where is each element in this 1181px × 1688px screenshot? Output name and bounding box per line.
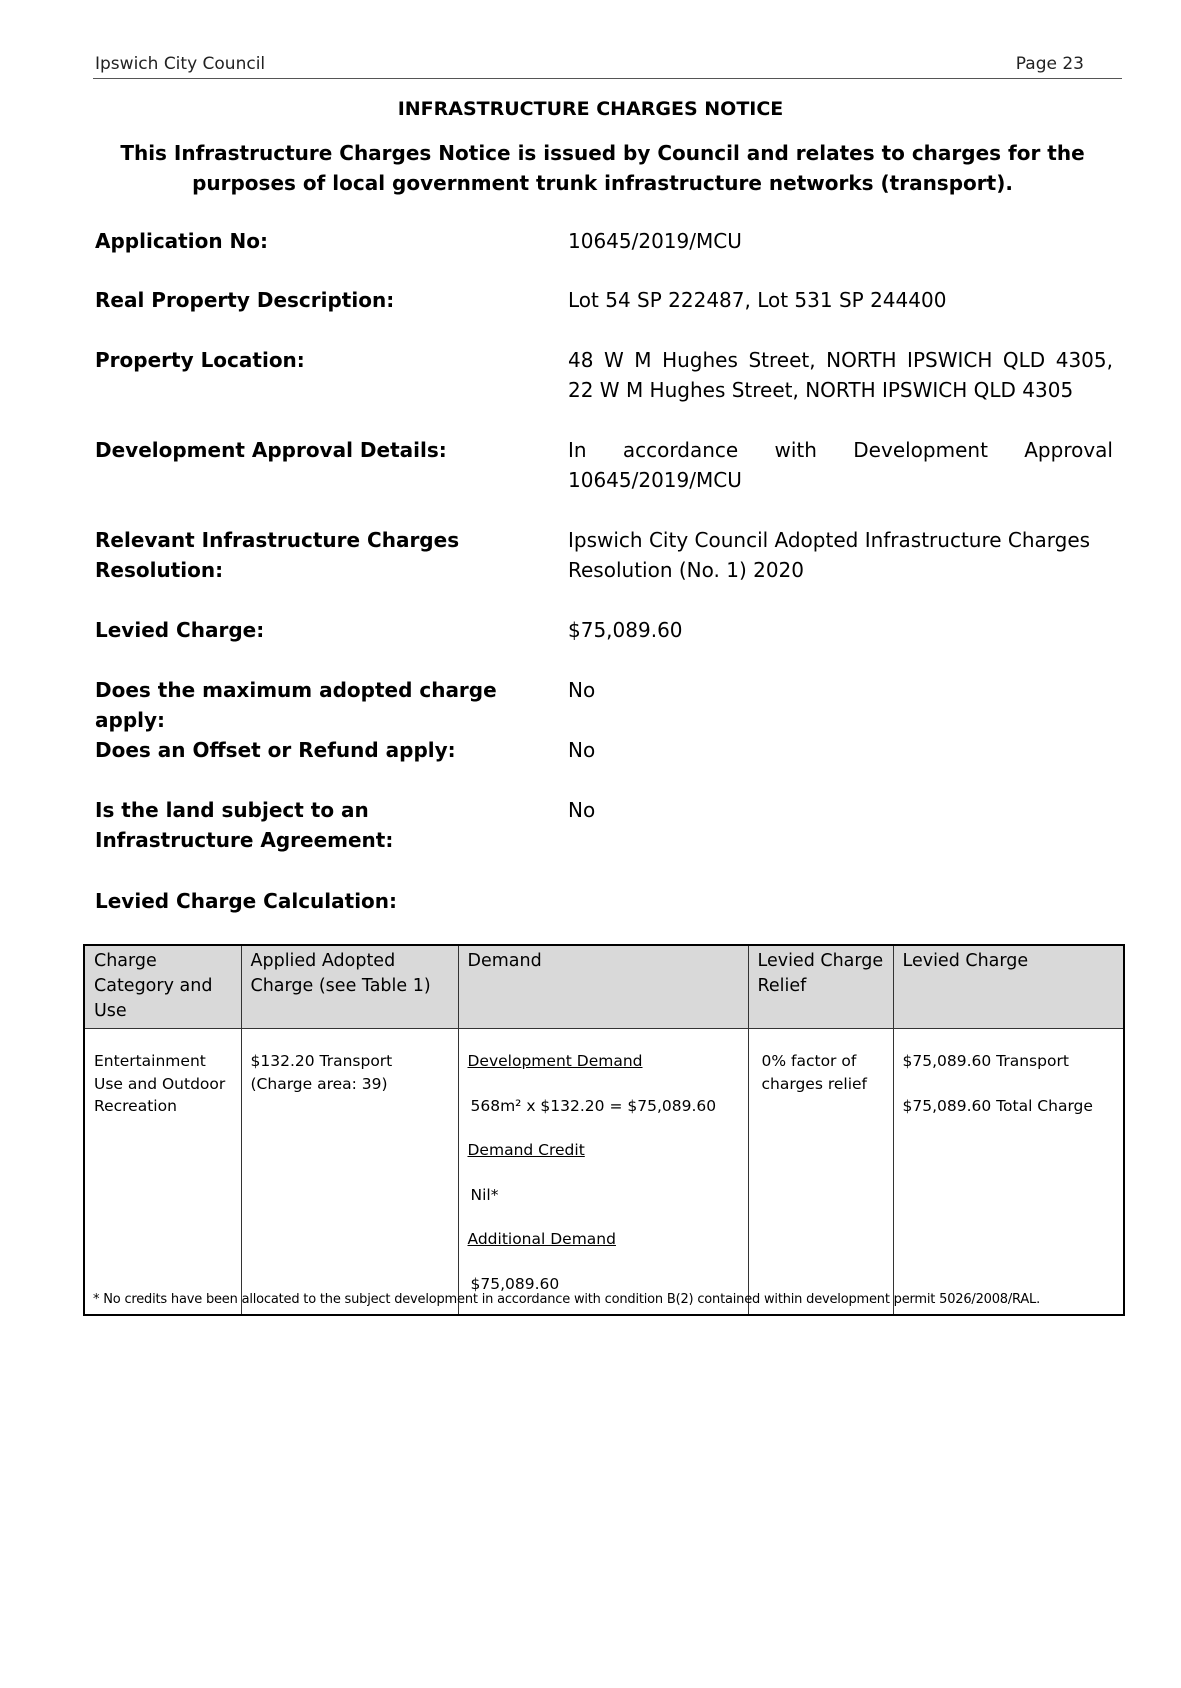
max-charge-value: No	[568, 678, 596, 702]
demand-credit-value: Nil*	[470, 1185, 499, 1204]
real-property-value: Lot 54 SP 222487, Lot 531 SP 244400	[568, 288, 947, 312]
resolution-label: Relevant Infrastructure Charges Resolution:	[95, 528, 460, 582]
notice-subtitle: This Infrastructure Charges Notice is issued by Council and relates to charges for the purposes of local government trunk infrastructure networks (transport).	[120, 141, 1085, 195]
property-location-line-1: 48 W M Hughes Street, NORTH IPSWICH QLD 4305,	[568, 348, 1113, 372]
header-levied-charge: Levied Charge	[893, 945, 1124, 1029]
development-demand-label: Development Demand	[467, 1052, 643, 1070]
offset-refund-value: No	[568, 738, 596, 762]
page-header	[93, 52, 1122, 79]
approval-details-line-2: 10645/2019/MCU	[568, 468, 742, 492]
cell-charge-category: Entertainment Use and Outdoor Recreation	[84, 1029, 241, 1316]
agreement-label: Is the land subject to an Infrastructure Agreement:	[95, 798, 394, 852]
approval-details-label: Development Approval Details:	[95, 438, 447, 462]
property-location-line-2: 22 W M Hughes Street, NORTH IPSWICH QLD 4305	[568, 378, 1074, 402]
table-header-row	[84, 945, 1124, 1029]
real-property-label: Real Property Description:	[95, 288, 395, 312]
property-location-label: Property Location:	[95, 348, 305, 372]
agreement-value: No	[568, 798, 596, 822]
page-number: Page 23	[1015, 54, 1084, 74]
notice-title: INFRASTRUCTURE CHARGES NOTICE	[397, 98, 784, 120]
applied-charge-amount: $132.20 Transport	[250, 1052, 393, 1070]
header-charge-category: Charge Category and Use	[84, 945, 241, 1029]
organisation-name: Ipswich City Council	[95, 54, 266, 74]
application-no-value: 10645/2019/MCU	[568, 229, 742, 253]
footnote: * No credits have been allocated to the subject development in accordance with condition B(2) contained within development permit 5026/2008/RAL.	[93, 1292, 1041, 1307]
cell-charge-relief: 0% factor of charges relief	[748, 1029, 893, 1316]
header-charge-relief: Levied Charge Relief	[748, 945, 893, 1029]
resolution-value: Ipswich City Council Adopted Infrastructure Charges Resolution (No. 1) 2020	[568, 528, 1091, 582]
development-demand-calc: 568m² x $132.20 = $75,089.60	[470, 1096, 717, 1115]
cell-applied-charge	[241, 1029, 458, 1316]
header-applied-charge: Applied Adopted Charge (see Table 1)	[241, 945, 458, 1029]
levied-charge-label: Levied Charge:	[95, 618, 265, 642]
application-no-label: Application No:	[95, 229, 269, 253]
max-charge-label: Does the maximum adopted charge apply:	[95, 678, 497, 732]
levied-charge-value: $75,089.60	[568, 618, 683, 642]
demand-credit-label: Demand Credit	[467, 1141, 585, 1159]
table-row	[84, 1029, 1124, 1316]
approval-details-value	[568, 435, 1113, 495]
additional-demand-value: $75,089.60	[470, 1274, 560, 1293]
property-location-value	[568, 345, 1113, 405]
levied-charge-table	[83, 944, 1125, 1316]
calculation-title: Levied Charge Calculation:	[95, 889, 398, 913]
cell-demand	[458, 1029, 748, 1316]
cell-levied-charge	[893, 1029, 1124, 1316]
applied-charge-area: (Charge area: 39)	[250, 1074, 388, 1093]
additional-demand-label: Additional Demand	[467, 1230, 616, 1248]
levied-transport: $75,089.60 Transport	[902, 1052, 1069, 1070]
approval-details-line-1: In accordance with Development Approval	[568, 438, 1113, 462]
header-demand: Demand	[458, 945, 748, 1029]
levied-total: $75,089.60 Total Charge	[902, 1096, 1093, 1115]
offset-refund-label: Does an Offset or Refund apply:	[95, 738, 456, 762]
